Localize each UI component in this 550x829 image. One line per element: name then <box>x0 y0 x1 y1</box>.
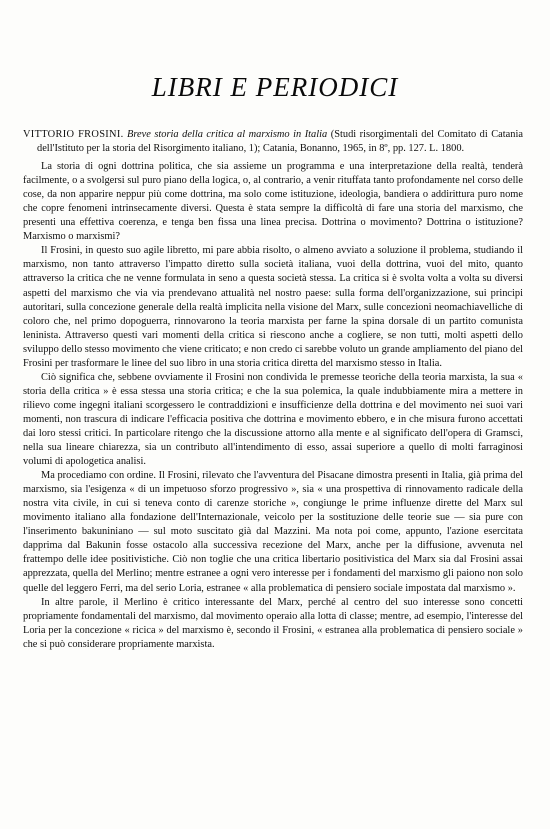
reference-work-title: Breve storia della critica al marxismo in Italia <box>127 129 328 140</box>
reference-author: VITTORIO FROSINI. <box>23 129 124 140</box>
page-title: LIBRI E PERIODICI <box>151 72 399 102</box>
paragraph: Ma procediamo con ordine. Il Frosini, rilevato che l'avventura del Pisacane dimostra presenti in Italia, già prima del marxismo, sia l'esigenza « di un impetuoso sforzo progressivo », sia « una prospettiva di rinnovamento radicale della nostra vita civile, in cui si teneva conto di carenze storiche », congiunge le prime influenze dirette del Marx sul movimento italiano alla fondazione dell'Internazionale, veicolo per la sostituzione delle teorie sue — sia pure con l'inserimento bakuniniano — sul moto suscitato già dal Mazzini. Ma nota poi come, appunto, l'azione esercitata dapprima dal Bakunin fosse ostacolo alla successiva recezione del Marx, anche per la diffusione, avvenuta nel frattempo delle idee positivistiche. Ciò non toglie che una critica libertario positivistica del Marx sia dal Frosini assai apprezzata, quella del Merlino; mentre estranee a ogni vero interesse per i fondamenti del marxismo gli paiono non solo quelle del leggero Ferri, ma del serio Loria, estranee « alla problematica di pensiero sociale impostata dal marxismo ». <box>23 470 523 594</box>
paragraph: Il Frosini, in questo suo agile libretto, mi pare abbia risolto, o almeno avviato a soluzione il problema, studiando il marxismo, non tanto attraverso l'impatto diretto sulla società italiana, vuoi della dottrina, vuoi del mito, quanto attraverso la critica che ne venne formulata in seno a questa società stessa. La critica si è svolta volta a volta su diversi aspetti del marxismo che via via prendevano attualità nel nostro paese: sulla forma dell'organizzazione, sui principi autoritari, sulla concezione generale della realtà implicita nella visione del Marx, sulle concezioni neomachiavelliche di coloro che, nel primo dopoguerra, rinnovarono la teoria marxista per farne la spina dorsale di un partito comunista leninista. Attraverso questi vari momenti della critica si riescono anche a cogliere, se non tutti, molti aspetti dello sviluppo dello stesso movimento che viene criticato; e non credo ci sarebbe voluto un grande ampliamento del piano del Frosini per trasformare le linee del suo libro in una storia critica diretta del marxismo stesso in Italia. <box>23 245 523 369</box>
paragraph: In altre parole, il Merlino è critico interessante del Marx, perché al centro del suo interesse sono concetti propriamente fondamentali del marxismo, dal movimento operaio alla lotta di classe; mentre, ad esempio, l'interesse del Loria per la concezione « ricica » del marxismo è, secondo il Frosini, « estranea alla problematica di pensiero sociale » che si può considerare propriamente marxista. <box>23 596 523 650</box>
paragraph: Ciò significa che, sebbene ovviamente il Frosini non condivida le premesse teoriche della teoria marxista, la sua « storia della critica » è essa stessa una storia critica; e che la sua polemica, la quale indubbiamente mira a mettere in rilievo come ingegni italiani scorgessero le contraddizioni e insufficienze della dottrina e del movimento nei suoi vari momenti, non trascura di indicare l'efficacia positiva che dottrina e movimento ebbero, e in che misura furono accettati dai loro stessi critici. In particolare ritengo che la discussione attorno alla mente e al significato dell'opera di Gramsci, nella sua lineare chiarezza, sia un contributo all'intendimento di esso, assai superiore a quello di molti farraginosi volumi di apologetica analisi. <box>23 371 523 468</box>
bibliographic-reference <box>23 128 523 156</box>
reference-details: (Studi risorgimentali del Comitato di Catania dell'Istituto per la storia del Risorgimento italiano, 1); Catania, Bonanno, 1965, in 8º, pp. 127. L. 1800. <box>37 129 523 155</box>
article-body <box>23 128 523 652</box>
paragraph: La storia di ogni dottrina politica, che sia assieme un programma e una interpretazione della realtà, tenderà facilmente, o a svolgersi sul puro piano della logica, o, al contrario, a venir rituffata tanto profondamente nel corso delle cose, da non apparire neppur più come dottrina, ma solo come istituzione, ideologia, bandiera o addirittura puro nome che copre fenomeni intrinsecamente diversi. Questa è stata sempre la difficoltà di fare una storia del marxismo, che presenti una effettiva coerenza, e tenga ben fissa una linea precisa. Dottrina o movimento? Dottrina o istituzione? Marxismo o marxismi? <box>23 161 523 243</box>
